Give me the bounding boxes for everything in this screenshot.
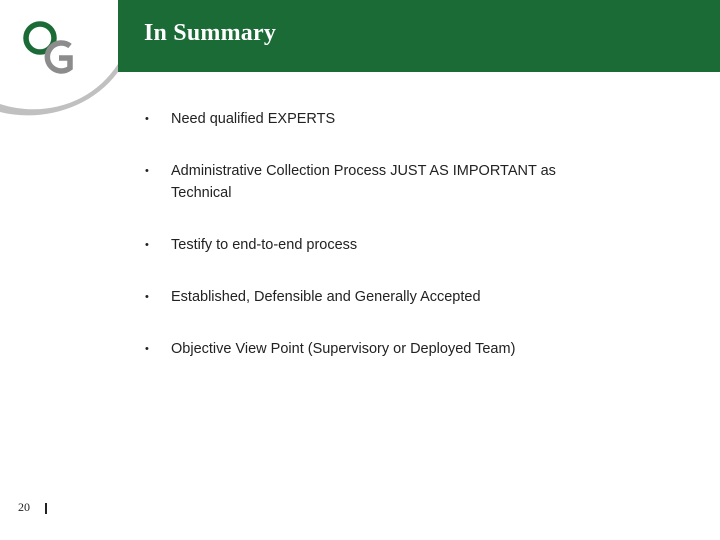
logo-g (47, 43, 70, 71)
bullet-item (145, 108, 665, 130)
bullet-marker: • (145, 239, 149, 251)
bullet-text: Established, Defensible and Generally Accepted (171, 289, 481, 305)
bullet-item (145, 286, 665, 308)
bullet-text: Need qualified EXPERTS (171, 111, 336, 127)
slide-title: In Summary (144, 20, 277, 46)
bullet-item (145, 160, 665, 204)
bullet-text: Testify to end-to-end process (171, 237, 358, 253)
bullet-marker: • (145, 291, 149, 303)
page-number-divider (45, 503, 47, 514)
bullet-text: Objective View Point (Supervisory or Deployed Team) (171, 341, 516, 357)
page-number: 20 (18, 500, 30, 514)
bullet-text: Administrative Collection Process JUST AS IMPORTANT as Technical (171, 163, 556, 201)
bullet-marker: • (145, 165, 149, 177)
bullet-item (145, 234, 665, 256)
bullet-list (145, 108, 665, 360)
bullet-marker: • (145, 113, 149, 125)
bullet-marker: • (145, 343, 149, 355)
bullet-item (145, 338, 665, 360)
og-logo-icon (0, 0, 130, 130)
